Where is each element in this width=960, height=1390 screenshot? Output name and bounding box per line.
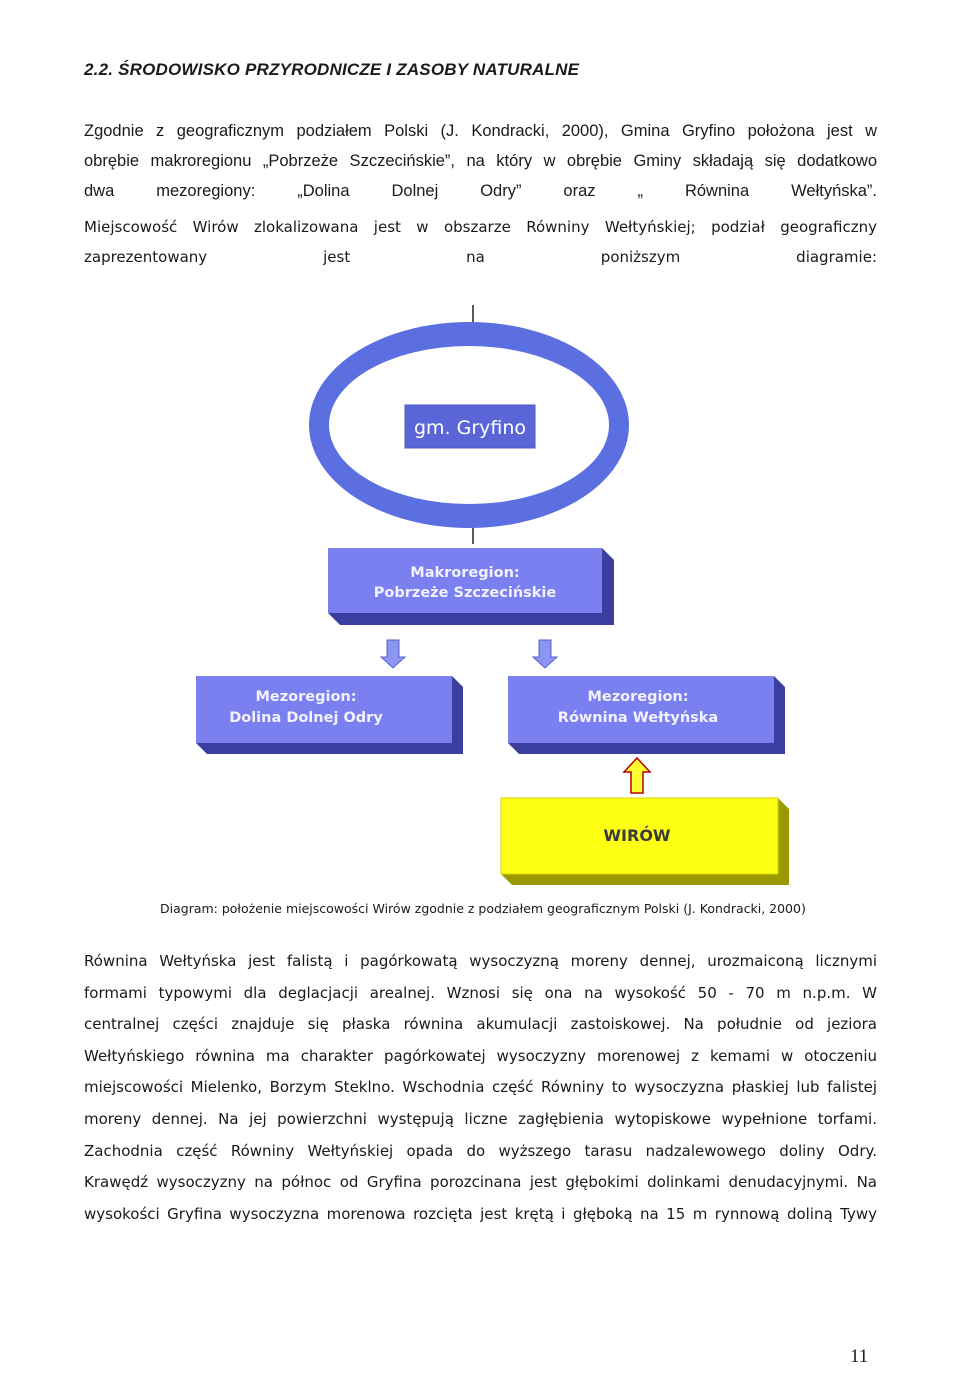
body-line: Zachodnia część Równiny Wełtyńskiej opada do wyższego tarasu nadzalewowego doliny Odry. xyxy=(84,1141,877,1160)
mezoregion-left-box xyxy=(196,676,463,754)
page-number: 11 xyxy=(850,1346,869,1367)
section-heading: 2.2. ŚRODOWISKO PRZYRODNICZE I ZASOBY NATURALNE xyxy=(84,60,580,79)
body-paragraph xyxy=(84,946,877,1230)
intro-line: obrębie makroregionu „Pobrzeże Szczecińskie”, na który w obrębie Gminy składają się dodatkowo xyxy=(84,152,877,170)
mezoregion-left-title: Mezoregion: xyxy=(255,689,357,705)
macroregion-box xyxy=(328,548,614,625)
body-line: wysokości Gryfina wysoczyzna morenowa rozcięta jest krętą i głęboką na 15 m rynnową doliną Tywy xyxy=(84,1204,877,1223)
intro-line: dwa mezoregiony: „Dolina Dolnej Odry” oraz „ Równina Wełtyńska”. xyxy=(84,182,877,200)
mezoregion-right-box xyxy=(508,676,785,754)
body-line: Równina Wełtyńska jest falistą i pagórkowatą wysoczyzną moreny dennej, urozmaiconą licznymi xyxy=(84,952,877,970)
body-line: centralnej części znajduje się płaska równina akumulacji zastoiskowej. Na południe od jeziora xyxy=(84,1015,877,1034)
gryfino-label: gm. Gryfino xyxy=(413,417,527,439)
macroregion-name: Pobrzeże Szczecińskie xyxy=(373,585,557,601)
location-line: zaprezentowany jest na poniższym diagramie: xyxy=(84,248,877,266)
body-line: formami typowymi dla deglacjacji arealnej. Wznosi się ona na wysokość 50 - 70 m n.p.m. W xyxy=(84,983,877,1002)
arrow-down-left-icon xyxy=(381,640,405,668)
mezoregion-left-name: Dolina Dolnej Odry xyxy=(229,710,383,726)
arrow-down-right-icon xyxy=(533,640,557,668)
diagram-caption: Diagram: położenie miejscowości Wirów zgodnie z podziałem geograficznym Polski (J. Kondracki, 2000) xyxy=(160,901,806,916)
wirow-label: WIRÓW xyxy=(603,826,671,845)
arrow-up-icon xyxy=(624,758,650,793)
mezoregion-right-title: Mezoregion: xyxy=(587,689,689,705)
body-line: moreny dennej. Na jej powierzchni występują liczne zagłębienia wytopiskowe wypełnione torfami. xyxy=(84,1109,877,1128)
body-line: miejscowości Mielenko, Borzym Steklno. Wschodnia część Równiny to wysoczyzna płaskiej lub falistej xyxy=(84,1078,877,1097)
mezoregion-right-name: Równina Wełtyńska xyxy=(557,710,719,726)
gryfino-ellipse xyxy=(309,322,629,528)
wirow-box xyxy=(501,798,789,885)
location-line: Miejscowość Wirów zlokalizowana jest w obszarze Równiny Wełtyńskiej; podział geograficzny xyxy=(84,218,877,236)
macroregion-title: Makroregion: xyxy=(410,565,520,581)
body-line: Wełtyńskiego równina ma charakter pagórkowatej wysoczyzny morenowej z kemami w otoczeniu xyxy=(84,1046,877,1065)
intro-line: Zgodnie z geograficznym podziałem Polski (J. Kondracki, 2000), Gmina Gryfino położona jest w xyxy=(84,122,877,140)
body-line: Krawędź wysoczyzny na północ od Gryfina porozcinana jest głębokimi dolinkami denudacyjnymi. Na xyxy=(84,1173,877,1192)
